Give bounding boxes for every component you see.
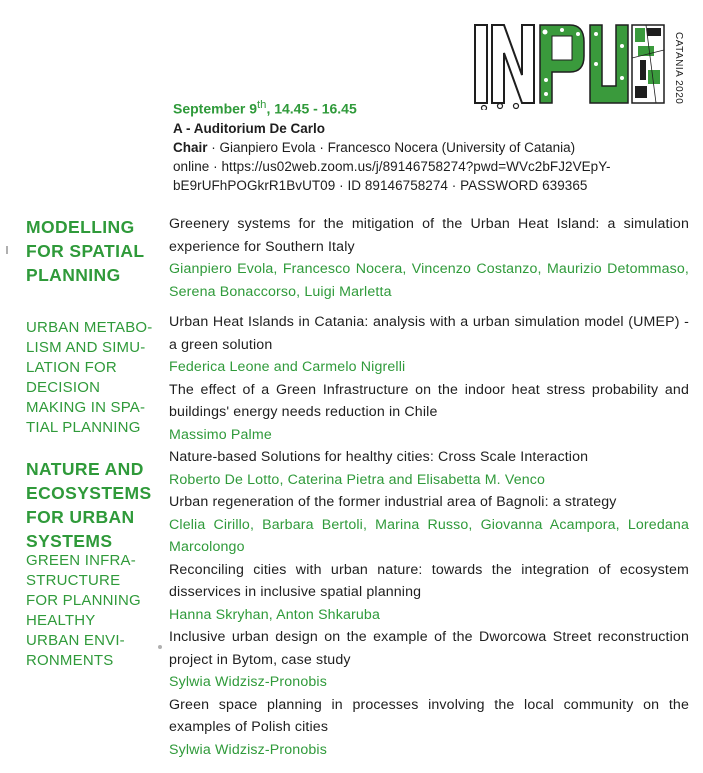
paper-title: Green space planning in processes involving the local community on the examples of Polish cities bbox=[169, 696, 689, 735]
paper-item bbox=[169, 694, 689, 762]
paper-title: Inclusive urban design on the example of the Dworcowa Street reconstruction project in Bytom, case study bbox=[169, 629, 689, 668]
paper-item bbox=[169, 491, 689, 559]
paper-authors: Massimo Palme bbox=[169, 426, 272, 443]
topic-modelling bbox=[26, 215, 166, 287]
session-datetime bbox=[173, 96, 693, 119]
topic-line: LATION FOR bbox=[26, 359, 117, 376]
topic-line: ECOSYSTEMS bbox=[26, 483, 152, 503]
chair-names: · Gianpiero Evola · Francesco Nocera (University of Catania) bbox=[207, 139, 576, 155]
topic-line: MODELLING bbox=[26, 217, 135, 237]
paper-authors: Federica Leone and Carmelo Nigrelli bbox=[169, 359, 406, 375]
paper-authors: Roberto De Lotto, Caterina Pietra and Elisabetta M. Venco bbox=[169, 471, 546, 488]
topic-line: URBAN ENVI- bbox=[26, 632, 125, 649]
margin-dot bbox=[158, 645, 162, 649]
online-link-line-2: bE9rUFhPOGkrR1BvUT09 · ID 89146758274 · PASSWORD 639365 bbox=[173, 177, 588, 193]
paper-list bbox=[169, 213, 689, 761]
topic-line: FOR SPATIAL bbox=[26, 241, 145, 261]
paper-authors: Gianpiero Evola, Francesco Nocera, Vincenzo Costanzo, Maurizio Detommaso, Serena Bonaccorso, Luigi Marletta bbox=[169, 261, 689, 300]
topic-nature-ecosystems bbox=[26, 457, 166, 553]
chair-label: Chair bbox=[173, 139, 208, 155]
paper-authors: Sylwia Widzisz-Pronobis bbox=[169, 674, 327, 690]
topic-line: RONMENTS bbox=[26, 652, 114, 669]
topic-line: NATURE AND bbox=[26, 459, 144, 479]
paper-title: Urban Heat Islands in Catania: analysis with a urban simulation model (UMEP) - a green solution bbox=[169, 314, 689, 353]
topic-line: LISM AND SIMU- bbox=[26, 339, 146, 356]
session-room: A - Auditorium De Carlo bbox=[173, 120, 326, 136]
topic-line: TIAL PLANNING bbox=[26, 419, 141, 436]
session-info bbox=[173, 96, 693, 195]
topic-green-infrastructure bbox=[26, 551, 166, 671]
logo-subtitle: CATANIA 2020 bbox=[673, 32, 684, 105]
paper-title: Greenery systems for the mitigation of the Urban Heat Island: a simulation experience for Southern Italy bbox=[169, 216, 689, 255]
topic-line: PLANNING bbox=[26, 265, 121, 285]
session-chair bbox=[173, 138, 693, 157]
session-date: September 9 bbox=[173, 100, 258, 117]
paper-authors: Hanna Skryhan, Anton Shkaruba bbox=[169, 606, 380, 623]
session-time: , 14.45 - 16.45 bbox=[266, 100, 357, 117]
topic-line: GREEN INFRA- bbox=[26, 552, 136, 569]
topic-line: STRUCTURE bbox=[26, 572, 121, 589]
margin-mark bbox=[6, 246, 8, 254]
topic-line: FOR URBAN bbox=[26, 507, 135, 527]
topic-line: HEALTHY bbox=[26, 612, 96, 629]
topic-line: SYSTEMS bbox=[26, 531, 113, 551]
paper-item bbox=[169, 626, 689, 694]
paper-title: The effect of a Green Infrastructure on the indoor heat stress probability and buildings' energy needs reduction in Chile bbox=[169, 381, 689, 420]
topic-line: FOR PLANNING bbox=[26, 592, 141, 609]
topic-line: DECISION bbox=[26, 379, 101, 396]
paper-title: Urban regeneration of the former industrial area of Bagnoli: a strategy bbox=[169, 494, 617, 510]
paper-item bbox=[169, 559, 689, 627]
paper-item bbox=[169, 213, 689, 303]
paper-item bbox=[169, 379, 689, 447]
paper-item bbox=[169, 446, 689, 491]
topic-line: MAKING IN SPA- bbox=[26, 399, 146, 416]
paper-title: Reconciling cities with urban nature: towards the integration of ecosystem disservices in inclusive spatial planning bbox=[169, 561, 689, 600]
paper-authors: Clelia Cirillo, Barbara Bertoli, Marina Russo, Giovanna Acampora, Loredana Marcolongo bbox=[169, 516, 689, 555]
paper-title: Nature-based Solutions for healthy cities: Cross Scale Interaction bbox=[169, 449, 589, 465]
paper-item bbox=[169, 311, 689, 379]
topic-urban-metabolism bbox=[26, 318, 166, 438]
topic-line: URBAN METABO- bbox=[26, 319, 153, 336]
paper-authors: Sylwia Widzisz-Pronobis bbox=[169, 741, 327, 758]
online-link-line-1[interactable]: online · https://us02web.zoom.us/j/89146758274?pwd=WVc2bFJ2VEpY- bbox=[173, 158, 611, 174]
session-date-suffix: th bbox=[257, 99, 267, 111]
